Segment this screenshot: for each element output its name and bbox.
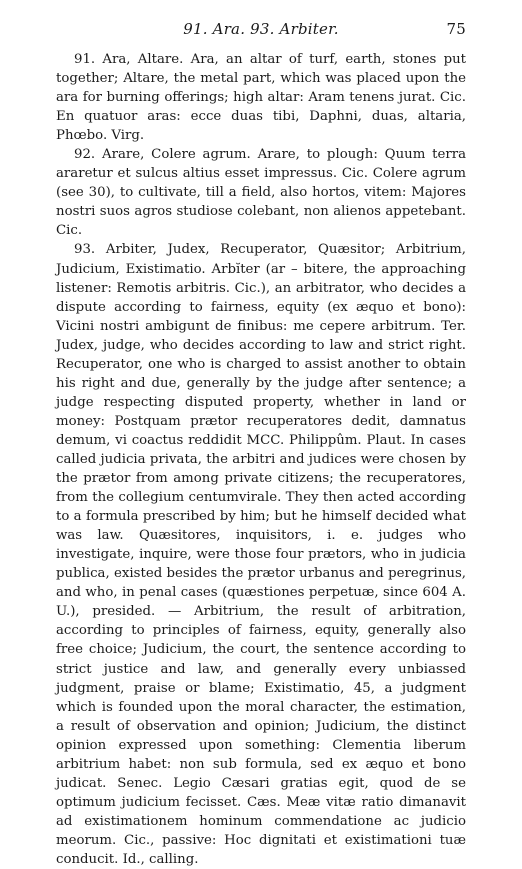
entries [56, 50, 466, 869]
header-title: 91. Ara. 93. Arbiter. [183, 20, 339, 38]
entry-92: 92. Arare, Colere agrum. Arare, to plough: Quum terra araretur et sulcus altius esset impressus. Cic. Colere agrum (see 30), to cultivate, till a field, also hortos, vitem: Majores nostri suos agros studiose colebant, non alienos appetebant. Cic. [56, 147, 466, 239]
page-number: 75 [446, 20, 466, 38]
entry-93: 93. Arbiter, Judex, Recuperator, Quæsitor; Arbitrium, Judicium, Existimatio. Arbĭter (ar – bitere, the approaching listener: Remotis arbitris. Cic.), an arbitrator, who decides a dispute according to fairness, equity (ex æquo et bono): Vicini nostri ambigunt de finibus: me cepere arbitrum. Ter. Judex, judge, who decides according to law and strict right. Recuperator, one who is charged to assist another to obtain his right and due, generally by the judge after sentence; a judge respecting disputed property, whether in land or money: Postquam prætor recuperatores dedit, damnatus demum, vi coactus reddidit MCC. Philippûm. Plaut. In cases called judicia privata, the arbitri and judices were chosen by the prætor from among private citizens; the recuperatores, from the collegium centumvirale. They then acted according to a formula prescribed by him; but he himself decided what was law. Quæsitores, inquisitors, i. e. judges who investigate, inquire, were those four prætors, who in judicia publica, existed besides the prætor urbanus and peregrinus, and who, in penal cases (quæstiones perpetuæ, since 604 A. U.), presided. — Arbitrium, the result of arbitration, according to principles of fairness, equity, generally also free choice; Judicium, the court, the sentence according to strict justice and law, and generally every unbiassed judgment, praise or blame; Existimatio, 45, a judgment which is founded upon the moral character, the estimation, a result of observation and opinion; Judicium, the distinct opinion expressed upon something: Clementia liberum arbitrium habet: non sub formula, sed ex æquo et bono judicat. Senec. Legio Cæsari gratias egit, quod de se optimum judicium fecisset. Cæs. Meæ vitæ ratio dimanavit ad existimationem hominum commendatione ac judicio meorum. Cic., passive: Hoc dignitati et existimationi tuæ conducit. Id., calling. [56, 242, 466, 867]
entry-91: 91. Ara, Altare. Ara, an altar of turf, earth, stones put together; Altare, the metal part, which was placed upon the ara for burning offerings; high altar: Aram tenens jurat. Cic. En quatuor aras: ecce duas tibi, Daphni, duas, altaria, Phœbo. Virg. [56, 52, 466, 144]
running-header [56, 12, 466, 46]
